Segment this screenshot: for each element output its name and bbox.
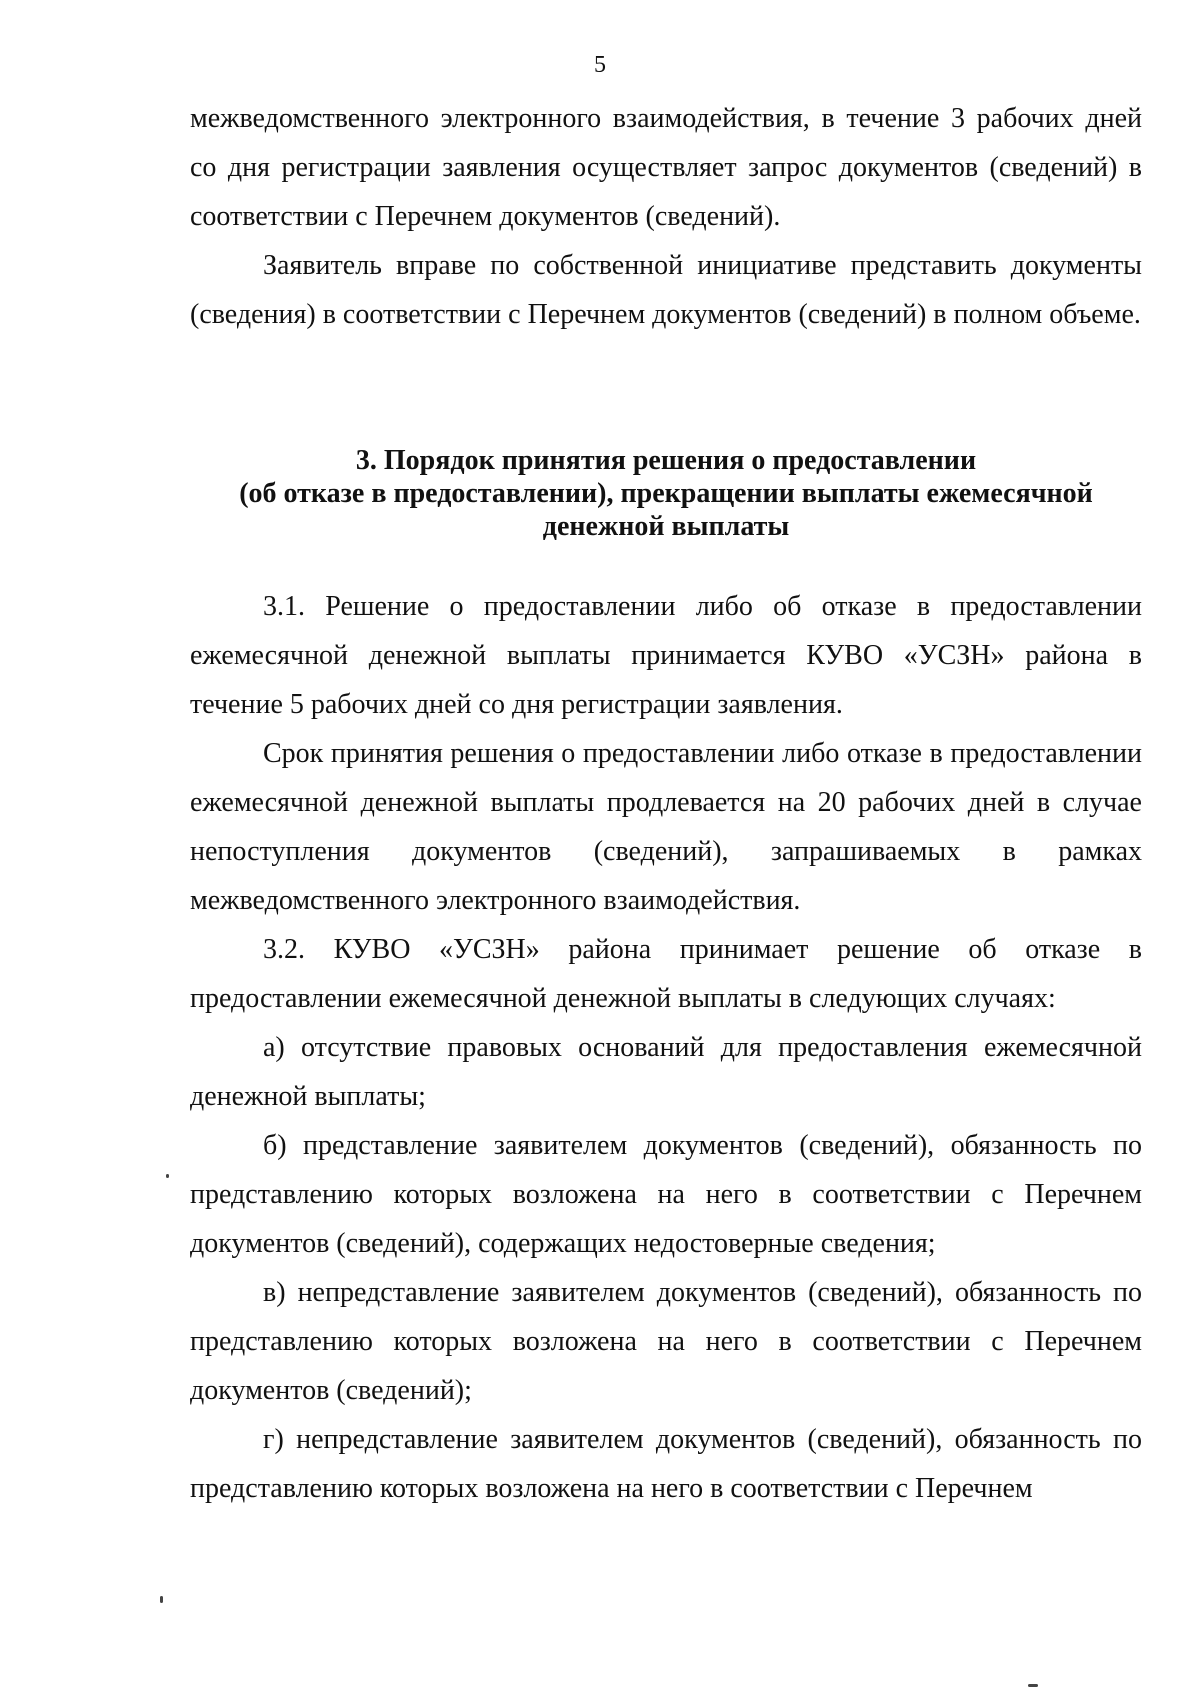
paragraph-3-1-term: Срок принятия решения о предоставлении либо отказе в предоставлении ежемесячной денежной выплаты продлевается на 20 рабочих дней в случае непоступления документов (сведений), запрашиваемых в рамках межведомственного электронного взаимодействия. xyxy=(190,738,1142,916)
intro-text xyxy=(190,94,1142,339)
section-heading-line-3: денежной выплаты xyxy=(542,511,790,542)
page-number: 5 xyxy=(594,52,606,78)
scan-speck xyxy=(166,1174,169,1178)
intro-paragraph-2: Заявитель вправе по собственной инициативе представить документы (сведения) в соответствии с Перечнем документов (сведений) в полном объеме. xyxy=(190,250,1142,330)
intro-paragraph-1: межведомственного электронного взаимодействия, в течение 3 рабочих дней со дня регистрации заявления осуществляет запрос документов (сведений) в соответствии с Перечнем документов (сведений). xyxy=(190,103,1142,232)
list-item-b: б) представление заявителем документов (сведений), обязанность по представлению которых возложена на него в соответствии с Перечнем документов (сведений), содержащих недостоверные сведения; xyxy=(190,1130,1142,1259)
section-heading-line-1: 3. Порядок принятия решения о предоставлении xyxy=(355,445,977,476)
list-item-g: г) непредставление заявителем документов (сведений), обязанность по представлению которых возложена на него в соответствии с Перечнем xyxy=(190,1424,1142,1504)
scan-speck xyxy=(160,1596,163,1603)
section-body xyxy=(190,582,1142,1513)
list-item-v: в) непредставление заявителем документов (сведений), обязанность по представлению которых возложена на него в соответствии с Перечнем документов (сведений); xyxy=(190,1277,1142,1406)
scan-speck xyxy=(1028,1684,1038,1687)
paragraph-3-1: 3.1. Решение о предоставлении либо об отказе в предоставлении ежемесячной денежной выплаты принимается КУВО «УСЗН» района в течение 5 рабочих дней со дня регистрации заявления. xyxy=(190,591,1142,720)
section-heading-line-2: (об отказе в предоставлении), прекращении выплаты ежемесячной xyxy=(239,478,1093,509)
paragraph-3-2: 3.2. КУВО «УСЗН» района принимает решение об отказе в предоставлении ежемесячной денежной выплаты в следующих случаях: xyxy=(190,934,1142,1014)
section-heading xyxy=(190,444,1142,543)
list-item-a: а) отсутствие правовых оснований для предоставления ежемесячной денежной выплаты; xyxy=(190,1032,1142,1112)
